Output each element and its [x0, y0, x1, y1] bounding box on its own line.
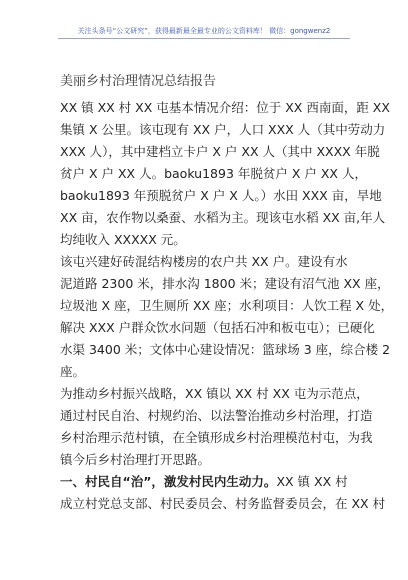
paragraph-2-line-3: 垃圾池 X 座，卫生厕所 XX 座；水利项目：人饮工程 X 处，: [60, 298, 394, 313]
paragraph-1-line-5: baoku1893 年预脱贫户 X 户 X 人。）水田 XXX 亩，旱地: [60, 188, 382, 203]
banner-divider: [58, 38, 350, 39]
section-heading-1-rest: XX 镇 XX 村: [276, 474, 348, 489]
document-title: 美丽乡村治理情况总结报告: [60, 74, 217, 89]
paragraph-2-line-4: 解决 XXX 户群众饮水问题（包括石冲和板屯屯）；已硬化: [60, 320, 375, 335]
paragraph-1-line-4: 贫户 X 户 XX 人。baoku1893 年脱贫户 X 户 XX 人，: [60, 166, 367, 181]
paragraph-1-line-6: XX 亩，农作物以桑蚕、水稻为主。现该屯水稻 XX 亩,年人: [60, 210, 386, 225]
paragraph-2-line-5: 水渠 3400 米；文体中心建设情况：篮球场 3 座，综合楼 2: [60, 342, 391, 357]
paragraph-2-line-6: 座。: [60, 364, 86, 379]
paragraph-2-line-2: 泥道路 2300 米，排水沟 1800 米；建设有沼气池 XX 座，: [60, 276, 390, 291]
paragraph-4-line-1: [60, 474, 348, 490]
paragraph-1-line-7: 均纯收入 XXXXX 元。: [60, 232, 186, 247]
top-banner: 关注头条号“公文研究”，获得最新最全最专业的公文资料库！ 微信：gongwenz2: [77, 27, 331, 35]
paragraph-3-line-2: 通过村民自治、村规约治、以法警治推动乡村治理，打造: [60, 408, 373, 423]
section-heading-1: 一、村民自“治”，激发村民内生动力。: [60, 474, 277, 489]
paragraph-3-line-3: 乡村治理示范村镇，在全镇形成乡村治理模范村屯，为我: [60, 430, 373, 445]
paragraph-3-line-1: 为推动乡村振兴战略，XX 镇以 XX 村 XX 屯为示范点，: [60, 386, 369, 401]
paragraph-4-line-2: 成立村党总支部、村民委员会、村务监督委员会，在 XX 村: [60, 496, 386, 511]
paragraph-1-line-2: 集镇 X 公里。该屯现有 XX 户，人口 XXX 人（其中劳动力: [60, 122, 386, 137]
paragraph-3-line-4: 镇今后乡村治理打开思路。: [60, 452, 211, 467]
paragraph-2-line-1: 该屯兴建好砖混结构楼房的农户共 XX 户。建设有水: [60, 254, 348, 269]
paragraph-1-line-3: XXX 人），其中建档立卡户 X 户 XX 人（其中 XXXX 年脱: [60, 144, 380, 159]
paragraph-1-line-1: XX 镇 XX 村 XX 屯基本情况介绍：位于 XX 西南面，距 XX: [60, 100, 390, 115]
